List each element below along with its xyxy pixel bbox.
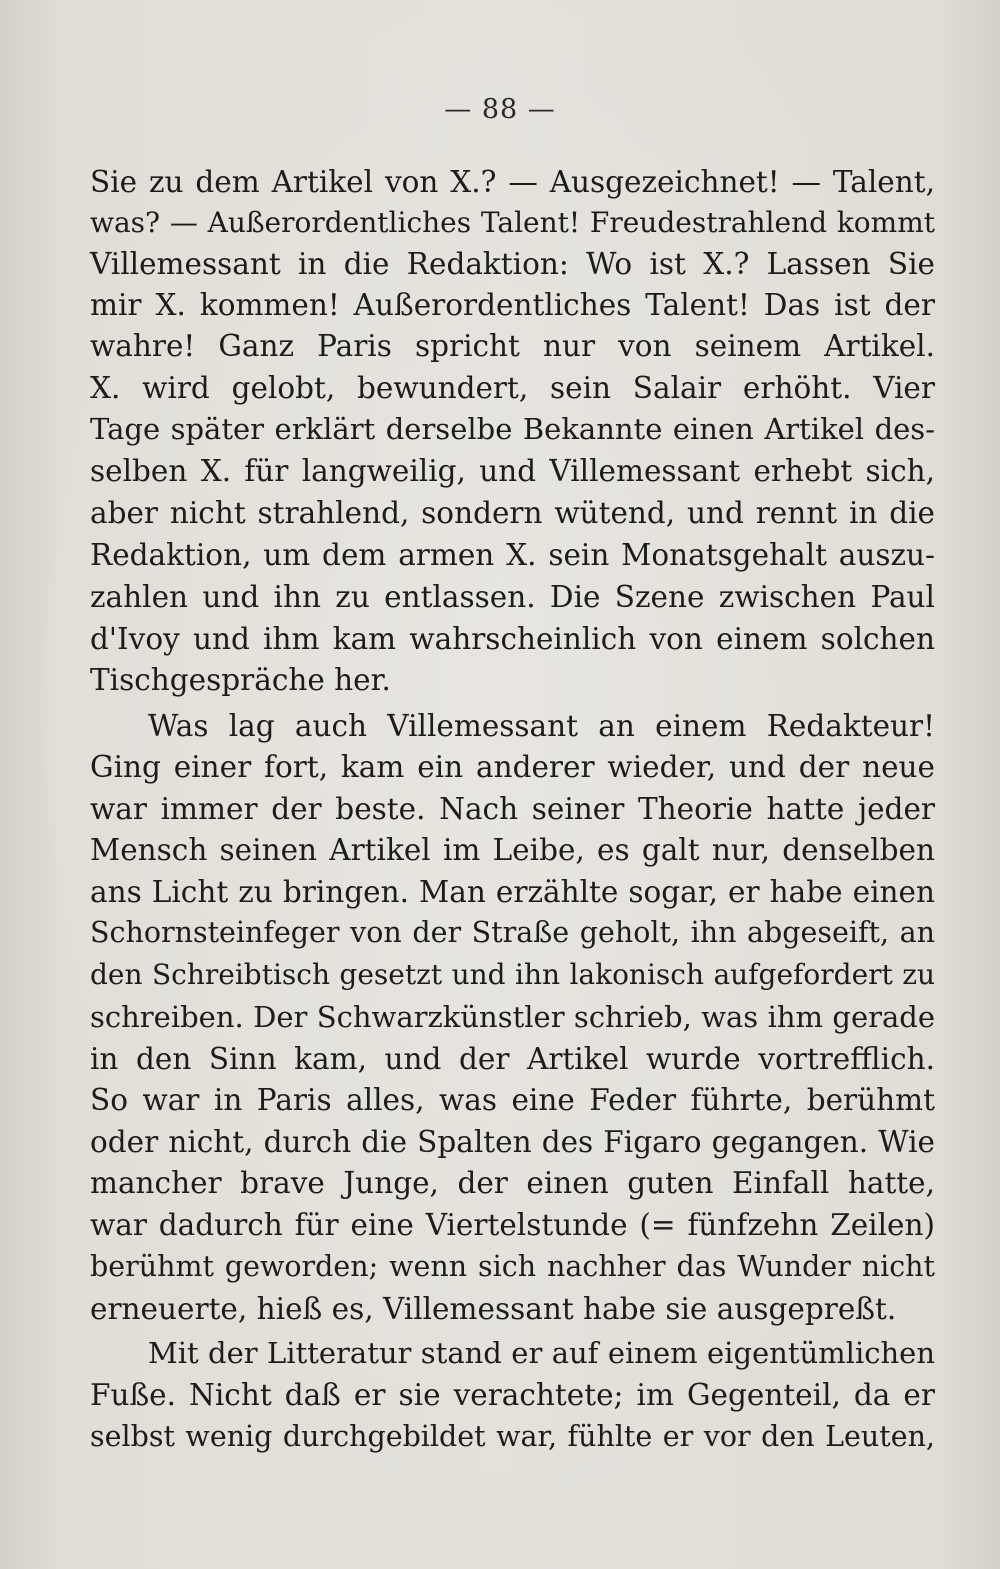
text-line: selbst wenig durchgebildet war, fühlte er vor den Leuten, xyxy=(90,1420,935,1453)
text-line: wahre! Ganz Paris spricht nur von seinem Artikel. xyxy=(90,329,935,363)
text-line: Schornsteinfeger von der Straße geholt, ihn abgeseift, an xyxy=(90,916,935,949)
text-line: berühmt geworden; wenn sich nachher das Wunder nicht xyxy=(90,1250,935,1283)
text-line: mir X. kommen! Außerordentliches Talent! Das ist der xyxy=(90,288,935,322)
text-line: d'Ivoy und ihm kam wahrscheinlich von einem solchen xyxy=(90,622,935,656)
text-line: in den Sinn kam, und der Artikel wurde vortrefflich. xyxy=(90,1042,935,1076)
text-line: was? — Außerordentliches Talent! Freudestrahlend kommt xyxy=(90,206,935,239)
text-line: Tischgespräche her. xyxy=(90,663,391,697)
text-line: Ging einer fort, kam ein anderer wieder, und der neue xyxy=(90,750,935,784)
text-line: den Schreibtisch gesetzt und ihn lakonisch aufgefordert zu xyxy=(90,958,935,991)
text-line: zahlen und ihn zu entlassen. Die Szene zwischen Paul xyxy=(90,580,935,614)
text-line: Fuße. Nicht daß er sie verachtete; im Gegenteil, da er xyxy=(90,1378,935,1412)
paragraph-first-line: Was lag auch Villemessant an einem Redakteur! xyxy=(148,709,935,743)
text-line: Redaktion, um dem armen X. sein Monatsgehalt auszu- xyxy=(90,538,935,572)
text-line: Tage später erklärt derselbe Bekannte einen Artikel des- xyxy=(90,412,935,446)
page-number: — 88 — xyxy=(444,94,556,125)
text-line: oder nicht, durch die Spalten des Figaro gegangen. Wie xyxy=(90,1125,935,1159)
text-line: erneuerte, hieß es, Villemessant habe sie ausgepreßt. xyxy=(90,1292,897,1326)
text-line: So war in Paris alles, was eine Feder führte, berühmt xyxy=(90,1083,935,1117)
paragraph-first-line: Mit der Litteratur stand er auf einem eigentümlichen xyxy=(148,1336,935,1370)
text-line: aber nicht strahlend, sondern wütend, und rennt in die xyxy=(90,496,935,530)
text-line: ans Licht zu bringen. Man erzählte sogar, er habe einen xyxy=(90,875,935,909)
text-line: Mensch seinen Artikel im Leibe, es galt nur, denselben xyxy=(90,833,935,867)
text-line: mancher brave Junge, der einen guten Einfall hatte, xyxy=(90,1166,935,1200)
text-line: war dadurch für eine Viertelstunde (= fünfzehn Zeilen) xyxy=(90,1208,935,1242)
text-line: Villemessant in die Redaktion: Wo ist X.? Lassen Sie xyxy=(90,247,935,281)
text-line: X. wird gelobt, bewundert, sein Salair erhöht. Vier xyxy=(90,371,935,405)
text-line: Sie zu dem Artikel von X.? — Ausgezeichnet! — Talent, xyxy=(90,165,935,199)
text-line: war immer der beste. Nach seiner Theorie hatte jeder xyxy=(90,792,935,826)
text-line: selben X. für langweilig, und Villemessant erhebt sich, xyxy=(90,454,935,488)
text-line: schreiben. Der Schwarzkünstler schrieb, was ihm gerade xyxy=(90,1000,935,1034)
